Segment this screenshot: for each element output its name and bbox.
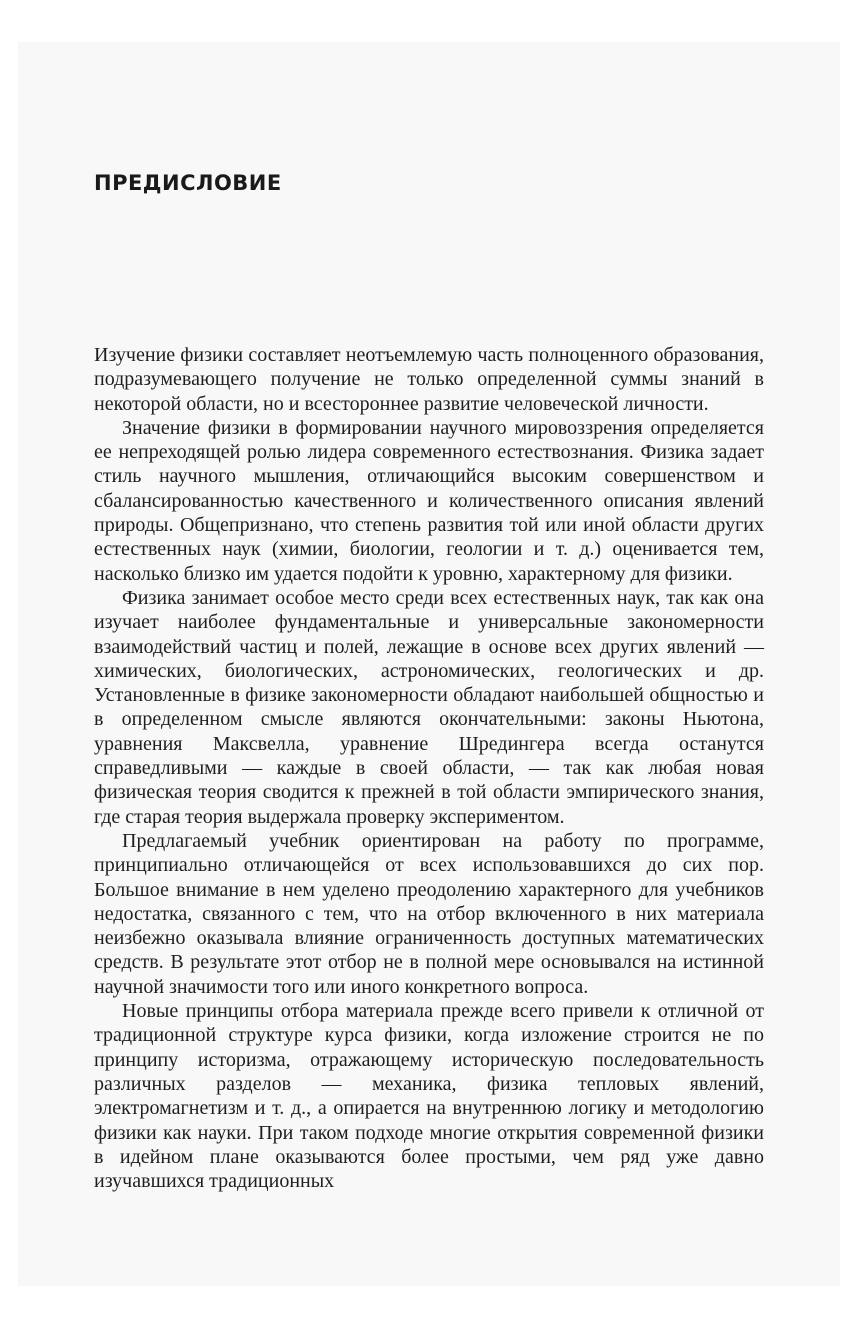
preface-body: [94, 343, 764, 1193]
paragraph-1: Изучение физики составляет неотъемлемую часть полноценного образования, подразумевающего получение не только определенной суммы знаний в некоторой области, но и всестороннее развитие человеческой личности.: [94, 344, 764, 415]
paragraph-4: Предлагаемый учебник ориентирован на работу по программе, принципиально отличающейся от всех использовавшихся до сих пор. Большое внимание в нем уделено преодолению характерного для учебников недостатка, связанного с тем, что на отбор включенного в них материала неизбежно оказывала влияние ограниченность доступных математических средств. В результате этот отбор не в полной мере основывался на истинной научной значимости того или иного конкретного вопроса.: [94, 829, 764, 998]
page-title: ПРЕДИСЛОВИЕ: [94, 171, 282, 195]
paragraph-5: Новые принципы отбора материала прежде всего привели к отличной от традиционной структуре курса физики, когда изложение строится не по принципу историзма, отражающему историческую последовательность различных разделов — механика, физика тепловых явлений, электромагнетизм и т. д., а опирается на внутреннюю логику и методологию физики как науки. При таком подходе многие открытия современной физики в идейном плане оказываются более простыми, чем ряд уже давно изучавшихся традиционных: [94, 1000, 764, 1193]
paragraph-2: Значение физики в формировании научного мировоззрения определяется ее непреходящей ролью лидера современного естествознания. Физика задает стиль научного мышления, отличающийся высоким совершенством и сбалансированностью качественного и количественного описания явлений природы. Общепризнано, что степень развития той или иной области других естественных наук (химии, биологии, геологии и т. д.) оценивается тем, насколько близко им удается подойти к уровню, характерному для физики.: [94, 416, 764, 585]
paragraph-3: Физика занимает особое место среди всех естественных наук, так как она изучает наиболее фундаментальные и универсальные закономерности взаимодействий частиц и полей, лежащие в основе всех других явлений — химических, биологических, астрономических, геологических и др. Установленные в физике закономерности обладают наибольшей общностью и в определенном смысле являются окончательными: законы Ньютона, уравнения Максвелла, уравнение Шредингера всегда останутся справедливыми — каждые в своей области, — так как любая новая физическая теория сводится к прежней в той области эмпирического знания, где старая теория выдержала проверку экспериментом.: [94, 586, 764, 828]
